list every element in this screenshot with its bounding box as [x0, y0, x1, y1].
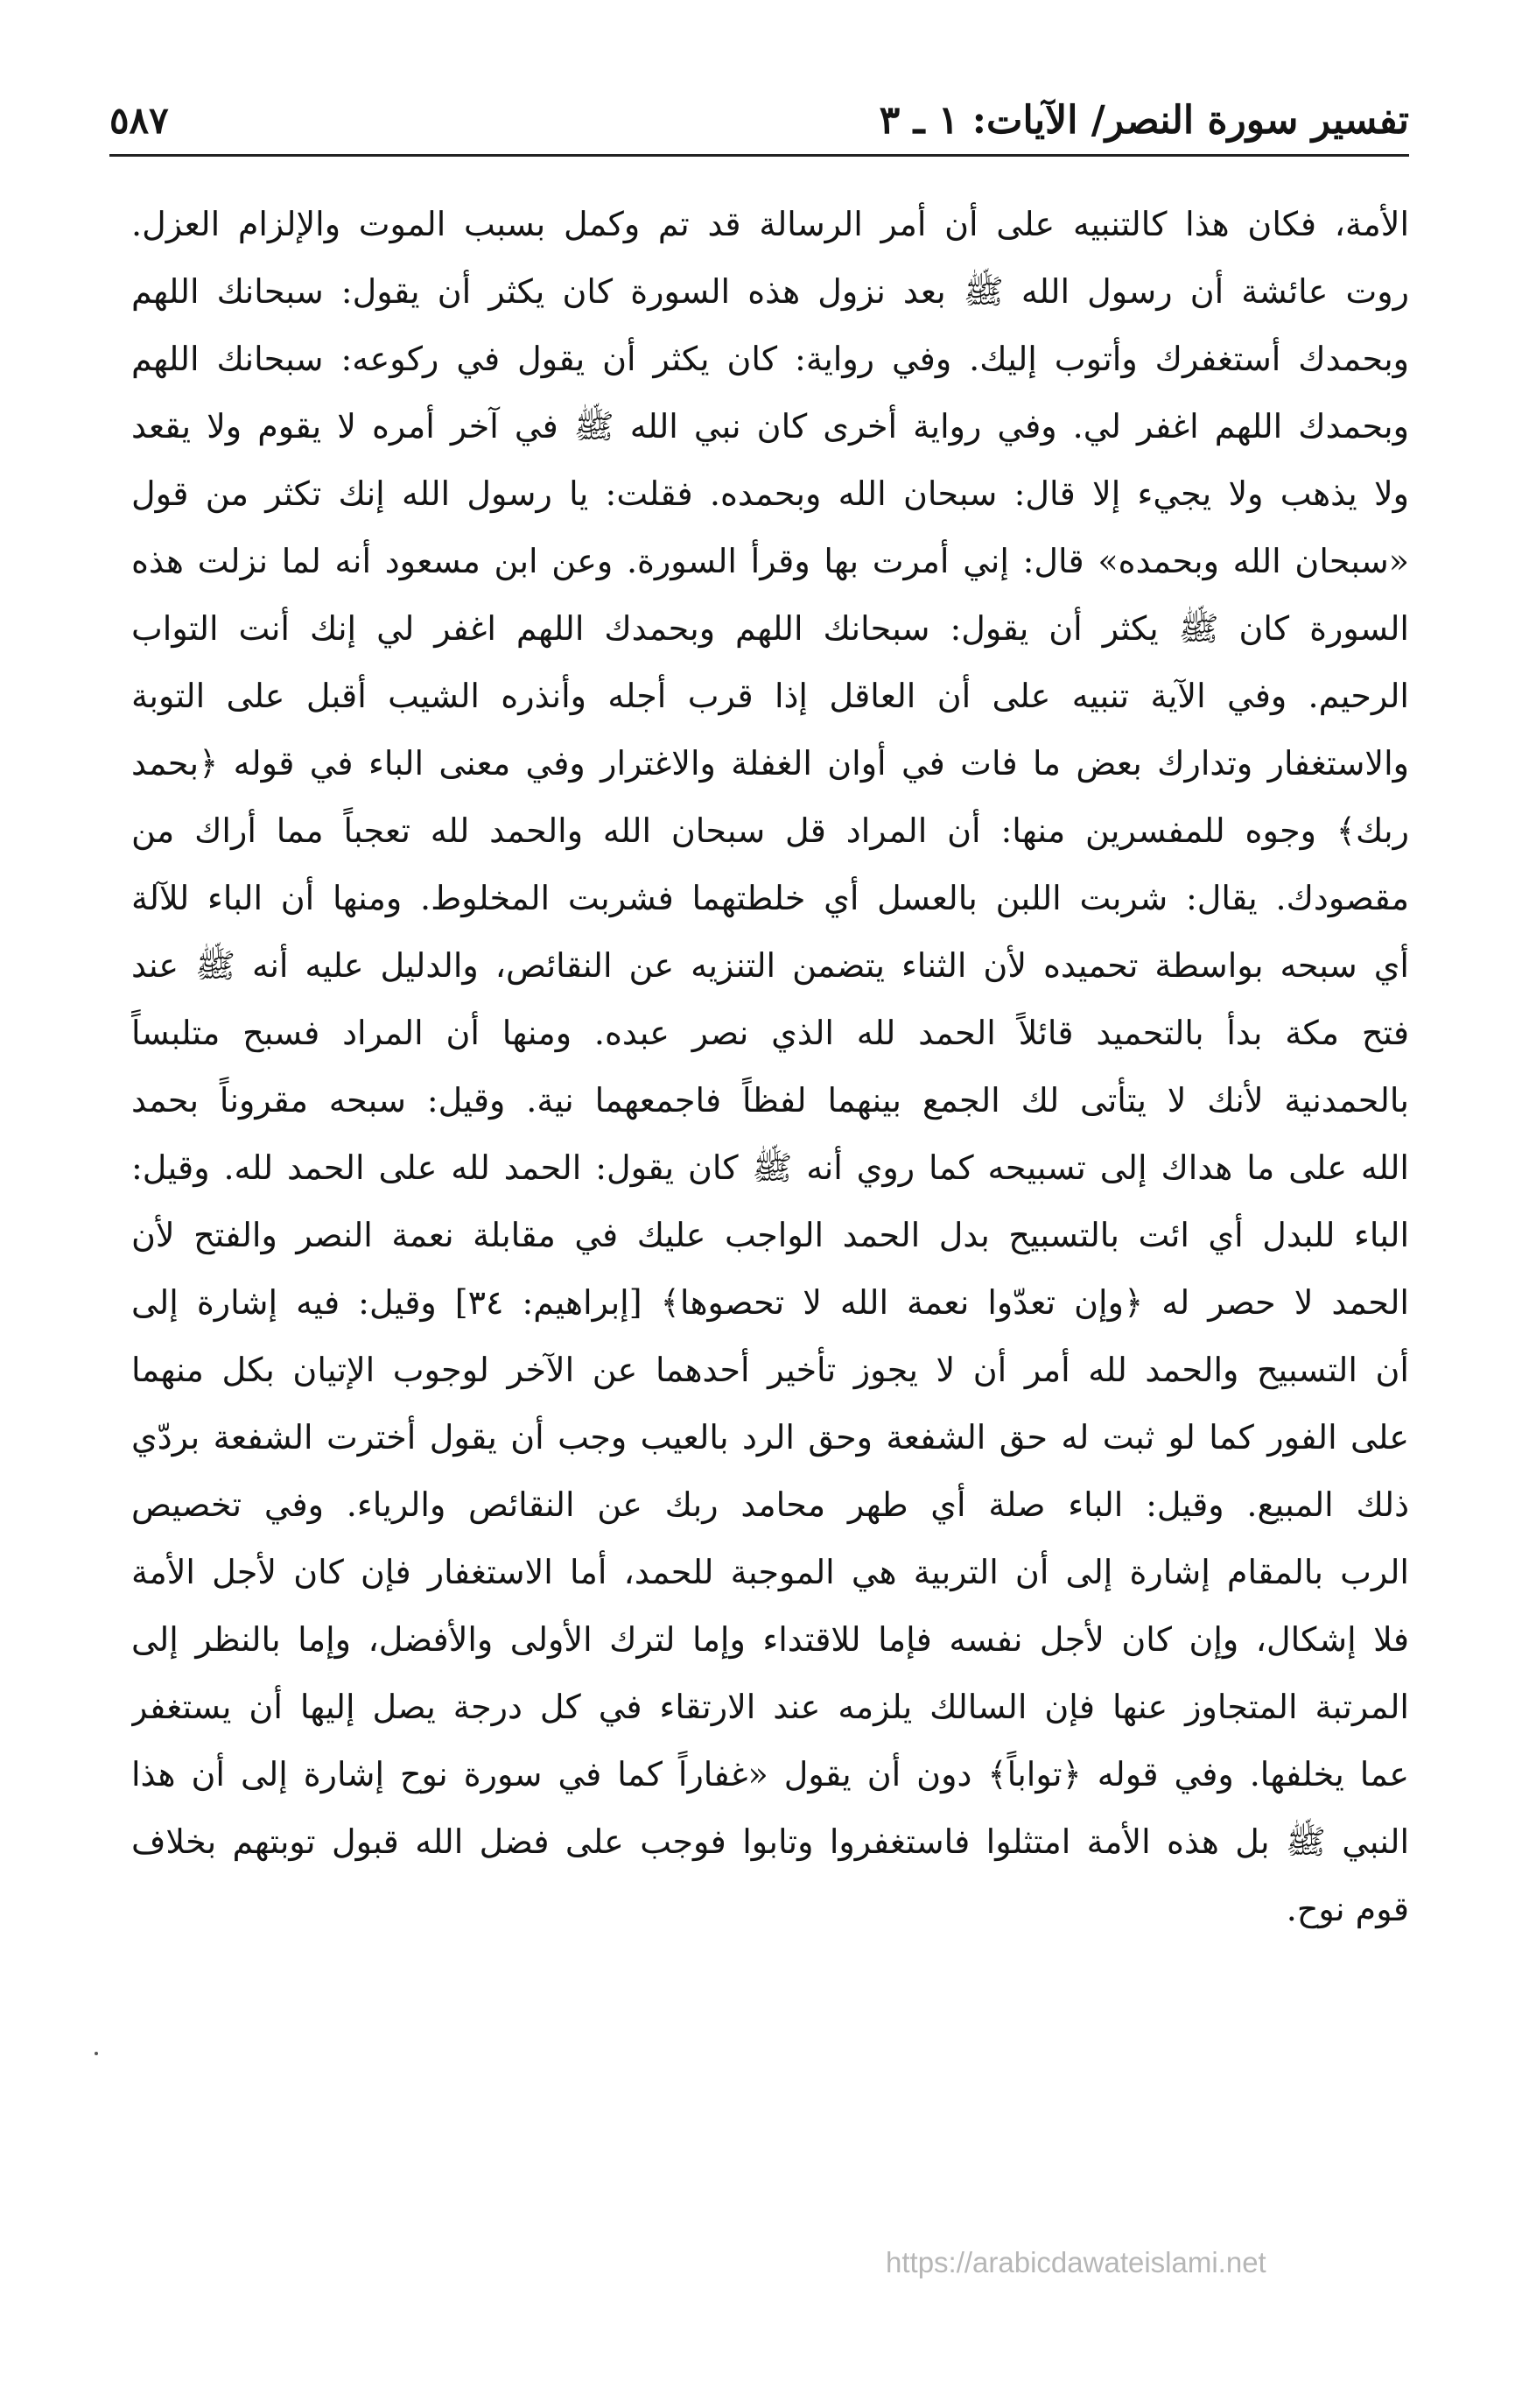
- text-line: الأمة، فكان هذا كالتنبيه على أن أمر الرسالة قد تم وكمل بسبب الموت والإلزام العزل.: [131, 205, 1409, 243]
- body-text: [131, 191, 1409, 1943]
- text-line: وبحمدك اللهم اغفر لي. وفي رواية أخرى كان نبي الله ﷺ في آخر أمره لا يقوم ولا يقعد: [131, 407, 1409, 446]
- text-line: «سبحان الله وبحمده» قال: إني أمرت بها وقرأ السورة. وعن ابن مسعود أنه لما نزلت هذه: [131, 542, 1409, 580]
- text-line: السورة كان ﷺ يكثر أن يقول: سبحانك اللهم وبحمدك اللهم اغفر لي إنك أنت التواب: [131, 609, 1409, 648]
- text-line: فلا إشكال، وإن كان لأجل نفسه فإما للاقتداء وإما لترك الأولى والأفضل، وإما بالنظر إلى: [131, 1620, 1409, 1659]
- page-header: [109, 96, 1409, 149]
- header-rule: [109, 154, 1409, 157]
- text-line: الرحيم. وفي الآية تنبيه على أن العاقل إذا قرب أجله وأنذره الشيب أقبل على التوبة: [131, 677, 1409, 715]
- text-line: ذلك المبيع. وقيل: الباء صلة أي طهر محامد ربك عن النقائص والرياء. وفي تخصيص: [131, 1485, 1409, 1524]
- text-line: والاستغفار وتدارك بعض ما فات في أوان الغفلة والاغترار وفي معنى الباء في قوله ﴿بحمد: [131, 744, 1409, 783]
- text-line: مقصودك. يقال: شربت اللبن بالعسل أي خلطتهما فشربت المخلوط. ومنها أن الباء للآلة: [131, 879, 1409, 917]
- text-line: الباء للبدل أي ائت بالتسبيح بدل الحمد الواجب عليك في مقابلة نعمة النصر والفتح لأن: [131, 1216, 1409, 1254]
- text-line: النبي ﷺ بل هذه الأمة امتثلوا فاستغفروا وتابوا فوجب على فضل الله قبول توبتهم بخلاف: [131, 1822, 1409, 1861]
- text-line: ربك﴾ وجوه للمفسرين منها: أن المراد قل سبحان الله والحمد لله تعجباً مما أراك من: [131, 811, 1409, 850]
- text-line-last: قوم نوح.: [1286, 1890, 1409, 1928]
- text-line: الرب بالمقام إشارة إلى أن التربية هي الموجبة للحمد، أما الاستغفار فإن كان لأجل الأمة: [131, 1553, 1409, 1591]
- text-line: على الفور كما لو ثبت له حق الشفعة وحق الرد بالعيب وجب أن يقول أخترت الشفعة بردّي: [131, 1418, 1409, 1457]
- text-line: وبحمدك أستغفرك وأتوب إليك. وفي رواية: كان يكثر أن يقول في ركوعه: سبحانك اللهم: [131, 340, 1409, 378]
- text-line: أي سبحه بواسطة تحميده لأن الثناء يتضمن التنزيه عن النقائص، والدليل عليه أنه ﷺ عند: [131, 946, 1409, 985]
- text-line: الله على ما هداك إلى تسبيحه كما روي أنه ﷺ كان يقول: الحمد لله على الحمد لله. وقيل:: [131, 1148, 1409, 1187]
- text-line: فتح مكة بدأ بالتحميد قائلاً الحمد لله الذي نصر عبده. ومنها أن المراد فسبح متلبساً: [131, 1014, 1409, 1052]
- text-line: الحمد لا حصر له ﴿وإن تعدّوا نعمة الله لا تحصوها﴾ [إبراهيم: ٣٤] وقيل: فيه إشارة إلى: [131, 1283, 1409, 1322]
- margin-dot: [95, 2052, 98, 2055]
- text-line: عما يخلفها. وفي قوله ﴿تواباً﴾ دون أن يقول «غفاراً كما في سورة نوح إشارة إلى أن هذا: [131, 1755, 1409, 1794]
- text-line: روت عائشة أن رسول الله ﷺ بعد نزول هذه السورة كان يكثر أن يقول: سبحانك اللهم: [131, 272, 1409, 311]
- text-line: بالحمدنية لأنك لا يتأتى لك الجمع بينهما لفظاً فاجمعهما نية. وقيل: سبحه مقروناً بحمد: [131, 1081, 1409, 1120]
- footer-watermark-url: https://arabicdawateislami.net: [886, 2246, 1266, 2278]
- text-line: أن التسبيح والحمد لله أمر أن لا يجوز تأخير أحدهما عن الآخر لوجوب الإتيان بكل منهما: [131, 1351, 1409, 1389]
- text-line: المرتبة المتجاوز عنها فإن السالك يلزمه عند الارتقاء في كل درجة يصل إليها أن يستغفر: [131, 1688, 1409, 1726]
- page-number: ٥٨٧: [109, 99, 169, 142]
- text-line: ولا يذهب ولا يجيء إلا قال: سبحان الله وبحمده. فقلت: يا رسول الله إنك تكثر من قول: [131, 474, 1409, 513]
- running-title: تفسير سورة النصر/ الآيات: ١ ـ ٣: [879, 98, 1409, 143]
